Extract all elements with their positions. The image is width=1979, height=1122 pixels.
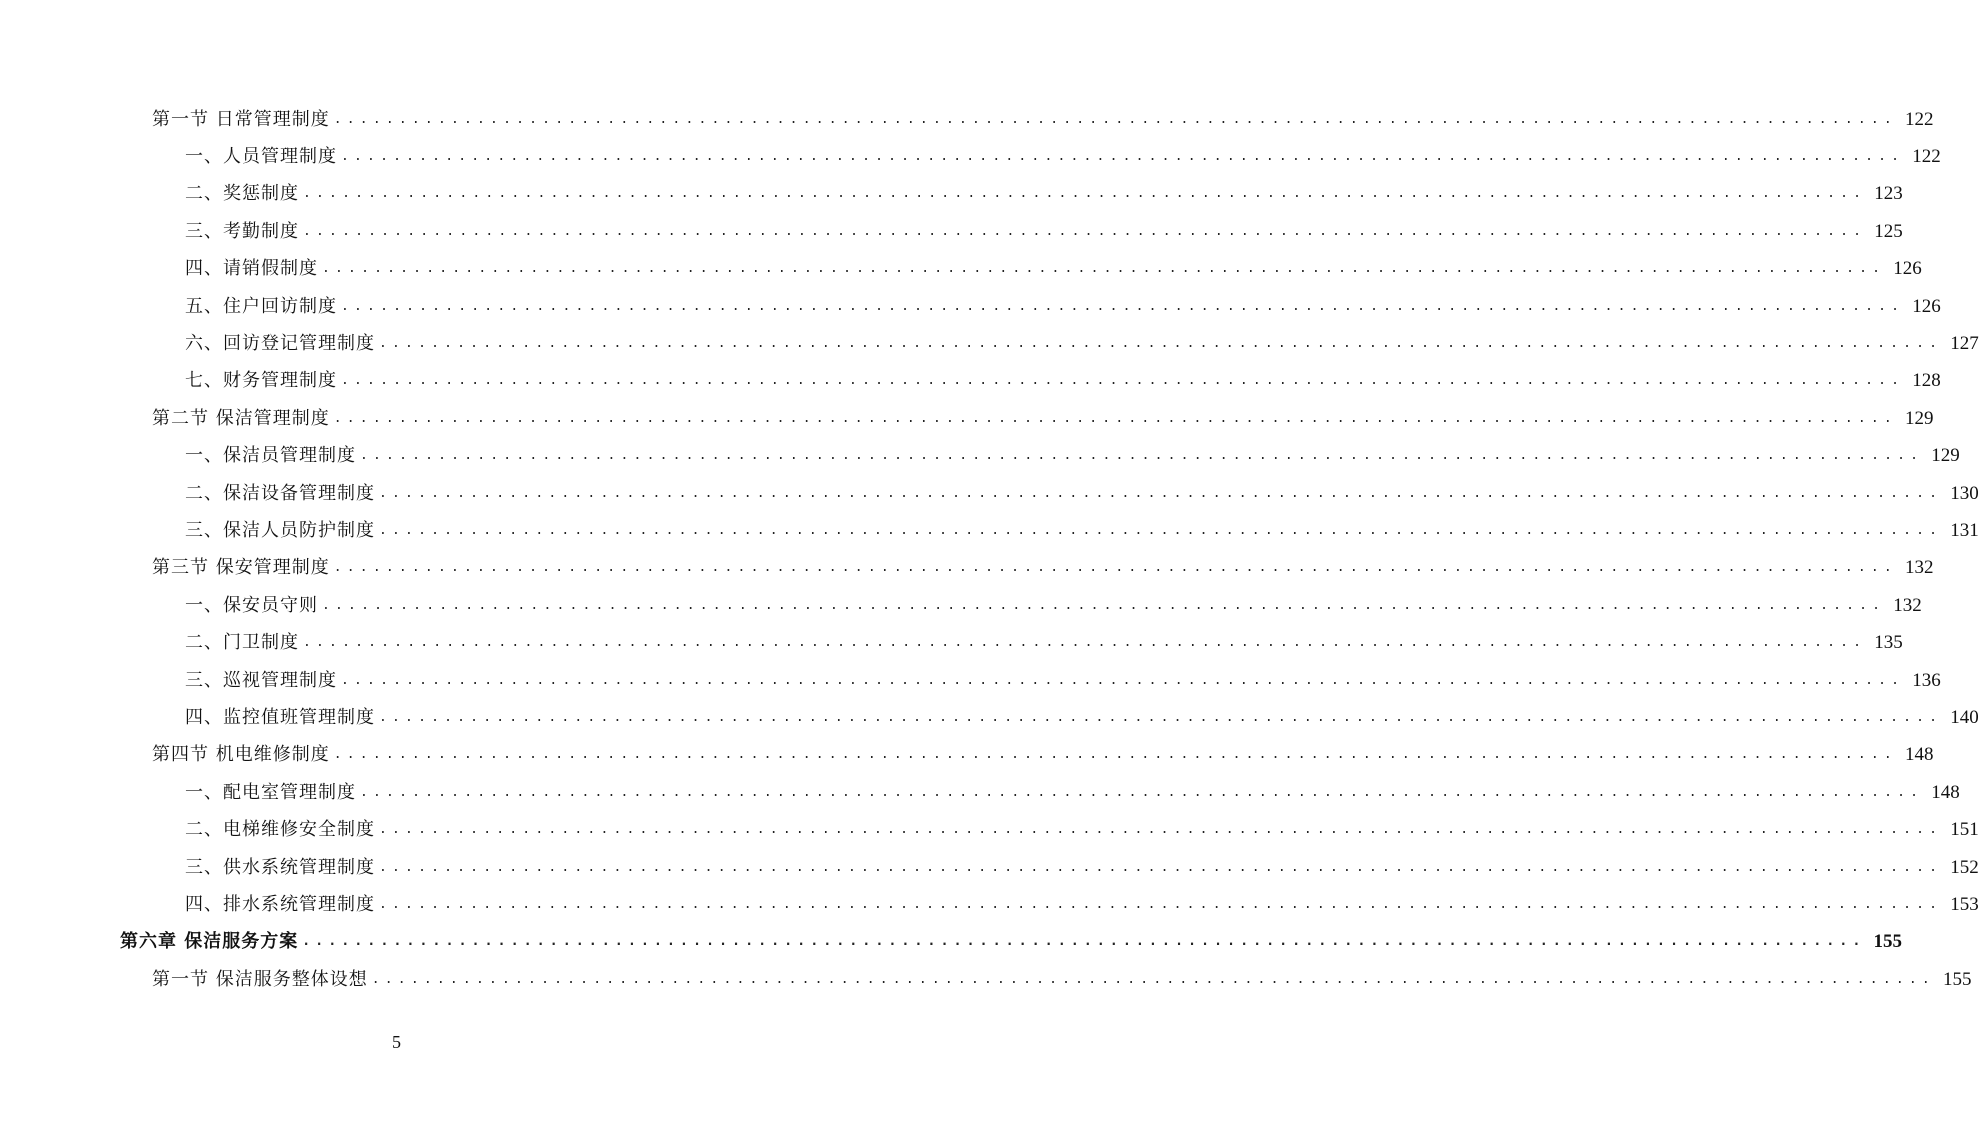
toc-entry[interactable] xyxy=(152,101,1934,138)
toc-entry-page: 140 xyxy=(1950,706,1979,728)
toc-entry-label: 三、考勤制度 xyxy=(185,220,299,242)
toc-leader-dots: ........................................................................................................................ xyxy=(371,971,1935,987)
toc-entry-label: 五、住户回访制度 xyxy=(185,295,337,317)
toc-entry-label: 一、保洁员管理制度 xyxy=(185,445,356,467)
toc-entry-page: 126 xyxy=(1893,258,1922,280)
toc-leader-dots: ........................................................................................................................ xyxy=(341,298,1905,314)
toc-leader-dots: ........................................................................................................................ xyxy=(379,896,1943,912)
toc-leader-dots: ........................................................................................................................ xyxy=(360,784,1924,800)
toc-entry-label: 第一节 保洁服务整体设想 xyxy=(152,968,368,990)
toc-leader-dots: ........................................................................................................................ xyxy=(379,335,1943,351)
toc-entry-page: 135 xyxy=(1874,632,1903,654)
toc-entry-page: 148 xyxy=(1904,744,1934,766)
toc-entry-label: 二、门卫制度 xyxy=(185,632,299,654)
toc-entry[interactable] xyxy=(152,550,1934,587)
toc-entry-label: 第一节 日常管理制度 xyxy=(152,108,330,130)
toc-leader-dots: ........................................................................................................................ xyxy=(303,635,1867,651)
toc-entry-label: 三、供水系统管理制度 xyxy=(185,856,375,878)
toc-entry-page: 129 xyxy=(1904,407,1934,429)
toc-entry-label: 第四节 机电维修制度 xyxy=(152,744,330,766)
toc-leader-dots: ........................................................................................................................ xyxy=(341,148,1905,164)
toc-entry-page: 151 xyxy=(1950,819,1979,841)
toc-leader-dots: ........................................................................................................................ xyxy=(360,448,1924,464)
toc-leader-dots: ........................................................................................................................ xyxy=(341,373,1905,389)
toc-entry[interactable] xyxy=(185,176,1903,213)
toc-entry-label: 四、请销假制度 xyxy=(185,258,318,280)
toc-entry[interactable] xyxy=(185,812,1979,849)
toc-entry-page: 129 xyxy=(1931,445,1960,467)
toc-leader-dots: ........................................................................................................................ xyxy=(333,560,1897,576)
toc-entry-page: 132 xyxy=(1893,594,1922,616)
toc-entry[interactable] xyxy=(185,138,1941,175)
toc-entry[interactable] xyxy=(185,512,1979,549)
toc-entry[interactable] xyxy=(185,625,1903,662)
toc-entry-label: 七、财务管理制度 xyxy=(185,370,337,392)
toc-entry-label: 第二节 保洁管理制度 xyxy=(152,407,330,429)
toc-entry-page: 148 xyxy=(1931,781,1960,803)
toc-entry[interactable] xyxy=(152,737,1934,774)
toc-entry-label: 二、保洁设备管理制度 xyxy=(185,482,375,504)
page-number: 5 xyxy=(392,1032,401,1052)
toc-entry-page: 153 xyxy=(1950,893,1979,915)
toc-leader-dots: ........................................................................................................................ xyxy=(333,111,1897,127)
toc-leader-dots: ........................................................................................................................ xyxy=(379,822,1943,838)
toc-entry[interactable] xyxy=(185,475,1979,512)
toc-entry-page: 155 xyxy=(1942,968,1972,990)
toc-leader-dots: ........................................................................................................................ xyxy=(333,747,1897,763)
toc-entry-label: 第六章 保洁服务方案 xyxy=(120,931,299,953)
toc-entry-label: 二、奖惩制度 xyxy=(185,183,299,205)
toc-leader-dots: ........................................................................................................................ xyxy=(379,522,1943,538)
toc-entry-label: 四、监控值班管理制度 xyxy=(185,706,375,728)
toc-entry-label: 一、人员管理制度 xyxy=(185,145,337,167)
toc-entry-page: 122 xyxy=(1904,108,1934,130)
toc-entry-page: 130 xyxy=(1950,482,1979,504)
toc-entry[interactable] xyxy=(120,924,1902,961)
toc-leader-dots: ........................................................................................................................ xyxy=(322,597,1886,613)
toc-entry[interactable] xyxy=(152,400,1934,437)
toc-entry[interactable] xyxy=(185,774,1960,811)
toc-entry-page: 123 xyxy=(1874,183,1903,205)
toc-entry-page: 128 xyxy=(1912,370,1941,392)
toc-entry-page: 126 xyxy=(1912,295,1941,317)
toc-entry[interactable] xyxy=(185,587,1922,624)
toc-entry-page: 132 xyxy=(1904,557,1934,579)
toc-entry-label: 六、回访登记管理制度 xyxy=(185,332,375,354)
toc-entry[interactable] xyxy=(185,438,1960,475)
toc-entry-page: 155 xyxy=(1873,931,1902,953)
toc-entry-label: 二、电梯维修安全制度 xyxy=(185,819,375,841)
toc-entry[interactable] xyxy=(185,363,1941,400)
toc-entry-label: 一、保安员守则 xyxy=(185,594,318,616)
toc-entry[interactable] xyxy=(185,288,1941,325)
toc-leader-dots: ........................................................................................................................ xyxy=(302,934,1866,950)
toc-entry[interactable] xyxy=(152,961,1972,998)
toc-entry-page: 125 xyxy=(1874,220,1903,242)
toc-entry[interactable] xyxy=(185,886,1979,923)
toc-entry[interactable] xyxy=(185,325,1979,362)
toc-leader-dots: ........................................................................................................................ xyxy=(333,410,1897,426)
toc-leader-dots: ........................................................................................................................ xyxy=(379,859,1943,875)
toc-entry-label: 一、配电室管理制度 xyxy=(185,781,356,803)
toc-entry-page: 122 xyxy=(1912,145,1941,167)
toc-leader-dots: ........................................................................................................................ xyxy=(379,709,1943,725)
toc-entry-page: 127 xyxy=(1950,332,1979,354)
toc-entry-label: 四、排水系统管理制度 xyxy=(185,893,375,915)
toc-entry-label: 三、保洁人员防护制度 xyxy=(185,519,375,541)
toc-entry[interactable] xyxy=(185,662,1941,699)
toc-leader-dots: ........................................................................................................................ xyxy=(303,223,1867,239)
toc-entry-label: 第三节 保安管理制度 xyxy=(152,557,330,579)
toc-entry[interactable] xyxy=(185,699,1979,736)
toc-entry-label: 三、巡视管理制度 xyxy=(185,669,337,691)
toc-entry[interactable] xyxy=(185,213,1903,250)
toc-leader-dots: ........................................................................................................................ xyxy=(303,186,1867,202)
toc-entry[interactable] xyxy=(185,251,1922,288)
toc-entry-page: 152 xyxy=(1950,856,1979,878)
toc-entry-page: 136 xyxy=(1912,669,1941,691)
toc-entry-page: 131 xyxy=(1950,519,1979,541)
toc-leader-dots: ........................................................................................................................ xyxy=(322,261,1886,277)
toc-leader-dots: ........................................................................................................................ xyxy=(341,672,1905,688)
toc-entry[interactable] xyxy=(185,849,1979,886)
toc-leader-dots: ........................................................................................................................ xyxy=(379,485,1943,501)
